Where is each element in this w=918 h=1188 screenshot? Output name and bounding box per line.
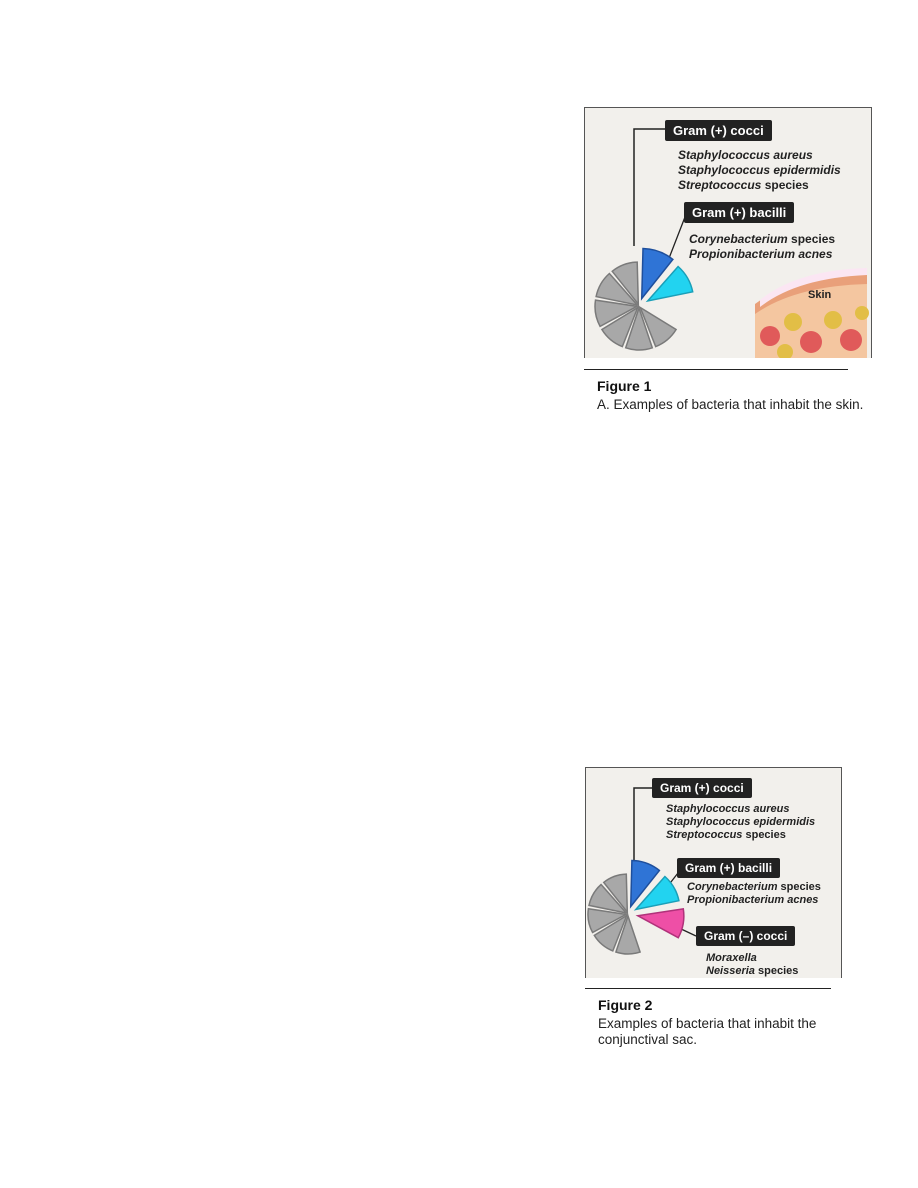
- gram-neg-cocci-slice: [638, 909, 684, 938]
- species-item: Propionibacterium acnes: [689, 247, 833, 261]
- gram-pos-bacilli-species-list: [687, 881, 821, 907]
- figure-2-pie: [588, 861, 684, 954]
- species-item: Staphylococcus epidermidis: [666, 816, 816, 828]
- figure-1-panel: [584, 107, 872, 358]
- figure-1-caption-rule: [584, 369, 848, 370]
- skin-illustration: [755, 268, 869, 358]
- gram-pos-bacilli-species-list: [689, 232, 835, 262]
- gram-pos-cocci-species-list: [678, 148, 841, 193]
- gram-pos-cocci-species-list: [666, 803, 815, 842]
- figure-1-title: Figure 1: [597, 378, 652, 394]
- figure-2-caption: Examples of bacteria that inhabit the conjunctival sac.: [598, 1016, 817, 1047]
- cocci-leader-line: [634, 129, 665, 246]
- gram-neg-cocci-tag: Gram (–) cocci: [696, 926, 795, 946]
- figure-1-caption: A. Examples of bacteria that inhabit the skin.: [597, 397, 864, 412]
- gram-pos-cocci-tag: Gram (+) cocci: [652, 778, 752, 798]
- figure-2-panel: [585, 767, 842, 978]
- species-item: Propionibacterium acnes: [687, 894, 819, 906]
- skin-label: Skin: [808, 289, 832, 301]
- species-item: Streptococcus species: [666, 829, 786, 841]
- species-item: Moraxella: [706, 952, 757, 964]
- species-item: Streptococcus species: [678, 178, 809, 192]
- figure-1-pie: [595, 249, 693, 350]
- species-item: Corynebacterium species: [689, 232, 836, 246]
- figure-2-title: Figure 2: [598, 997, 653, 1013]
- species-item: Corynebacterium species: [687, 881, 821, 893]
- species-item: Staphylococcus aureus: [678, 148, 813, 162]
- species-item: Staphylococcus epidermidis: [678, 163, 841, 177]
- gram-pos-bacilli-tag: Gram (+) bacilli: [677, 858, 780, 878]
- species-item: Neisseria species: [706, 965, 799, 977]
- gram-pos-cocci-tag: Gram (+) cocci: [665, 120, 772, 141]
- species-item: Staphylococcus aureus: [666, 803, 790, 815]
- figure-2-caption-rule: [585, 988, 831, 989]
- gram-neg-cocci-species-list: [706, 952, 798, 978]
- gram-pos-bacilli-tag: Gram (+) bacilli: [684, 202, 794, 223]
